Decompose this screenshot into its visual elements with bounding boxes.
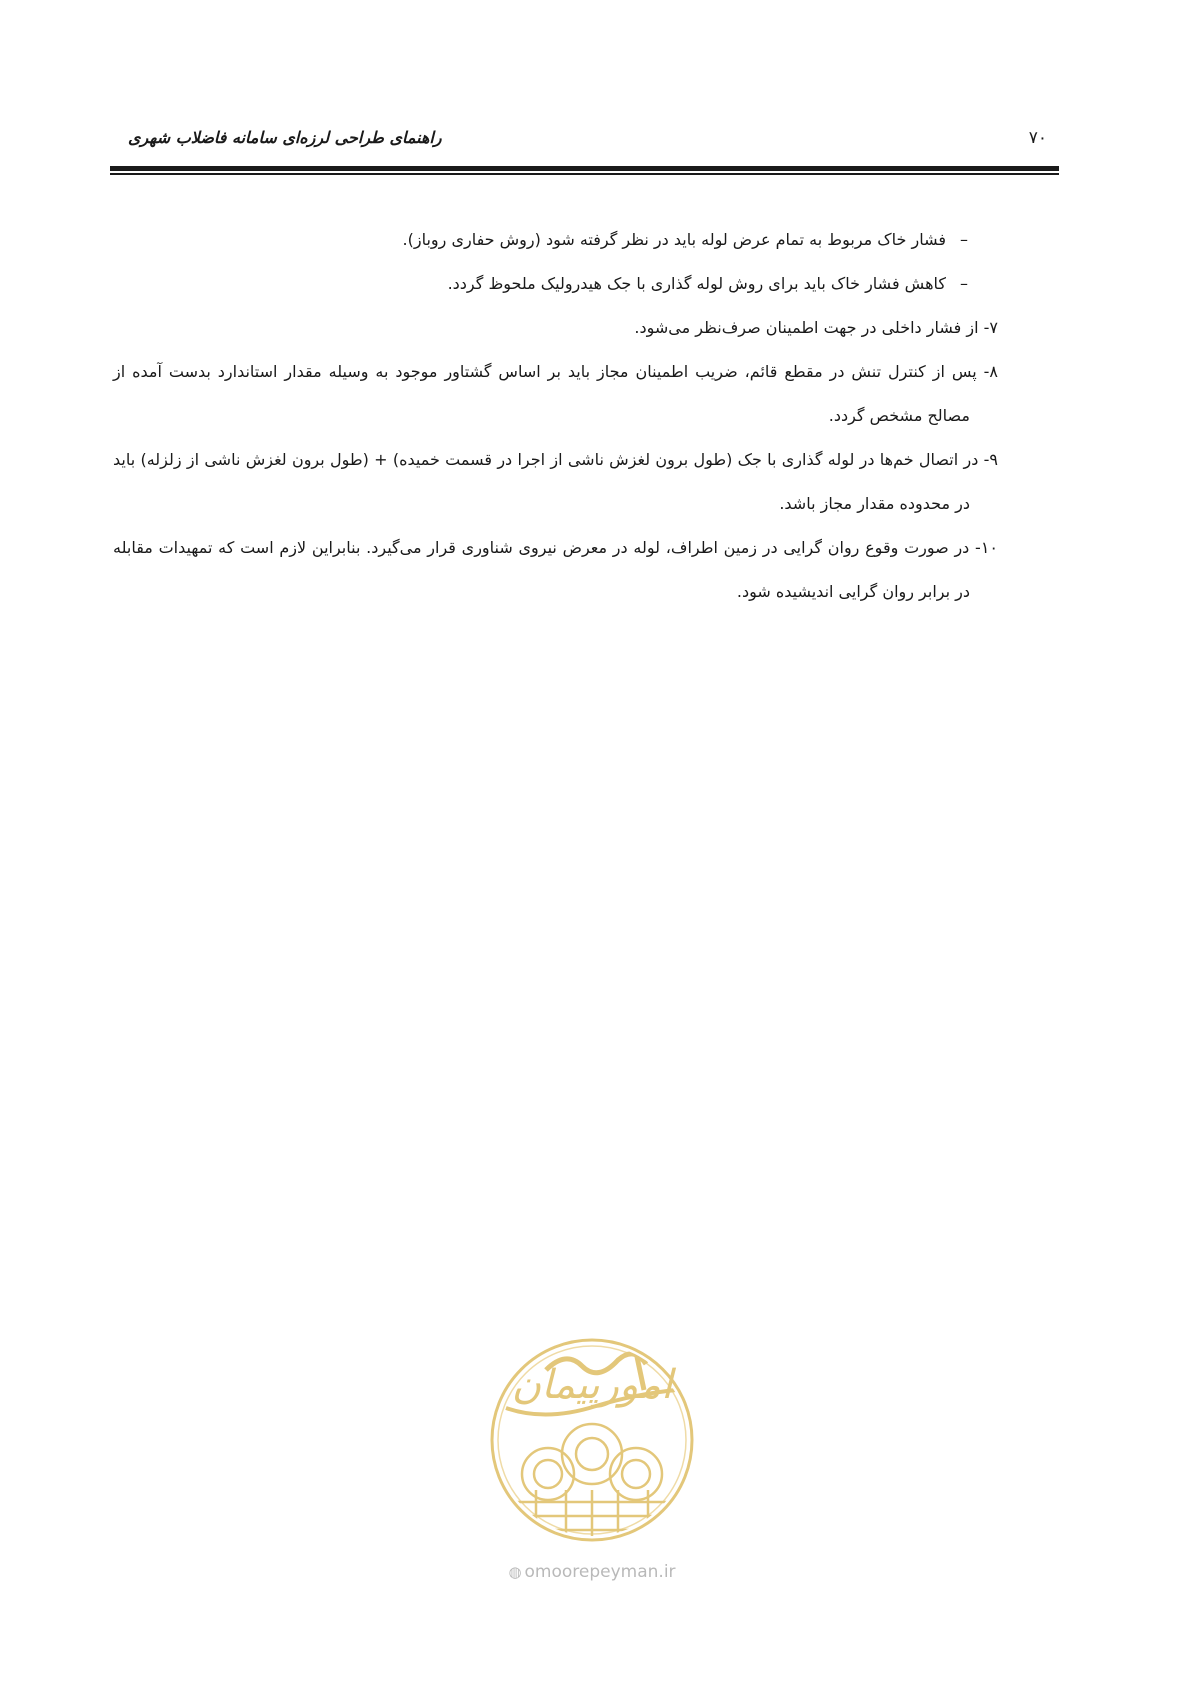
watermark-logo-text: امورپیمان [511,1362,673,1408]
header-rule-thick [110,166,1059,171]
running-header-title: راهنمای طراحی لرزه‌ای سامانه فاضلاب شهری [128,128,442,147]
numbered-item-7: ۷- از فشار داخلی در جهت اطمینان صرف‌نظر می‌شود. [634,318,998,337]
bullet-text: فشار خاک مربوط به تمام عرض لوله باید در نظر گرفته شود (روش حفاری روباز). [402,230,946,249]
bullet-item [113,262,998,306]
header-rule-thin [110,173,1059,175]
numbered-item-8: ۸- پس از کنترل تنش در مقطع قائم، ضریب اطمینان مجاز باید بر اساس گشتاور موجود به وسیله مقدار استاندارد بدست آمده از مصالح مشخص گردد. [113,362,998,425]
page-number: ۷۰ [1028,128,1047,148]
watermark-website [486,1562,698,1582]
numbered-item-10: ۱۰- در صورت وقوع روان گرایی در زمین اطراف، لوله در معرض نیروی شناوری قرار می‌گیرد. بنابراین لازم است که تمهیدات مقابله در برابر روان گرایی اندیشیده شود. [113,538,998,601]
bullet-text: کاهش فشار خاک باید برای روش لوله گذاری با جک هیدرولیک ملحوظ گردد. [447,274,946,293]
bullet-marker: – [960,274,968,293]
numbered-item-9: ۹- در اتصال خم‌ها در لوله گذاری با جک (طول برون لغزش ناشی از اجرا در قسمت خمیده) + (طول برون لغزش ناشی از زلزله) باید در محدوده مقدار مجاز باشد. [113,450,998,513]
website-text: omoorepeyman.ir [524,1562,676,1582]
globe-icon: ◍ [508,1563,522,1581]
body-text [113,218,998,614]
watermark-logo [486,1330,698,1562]
bullet-marker: – [960,230,968,249]
bullet-item [113,218,998,262]
